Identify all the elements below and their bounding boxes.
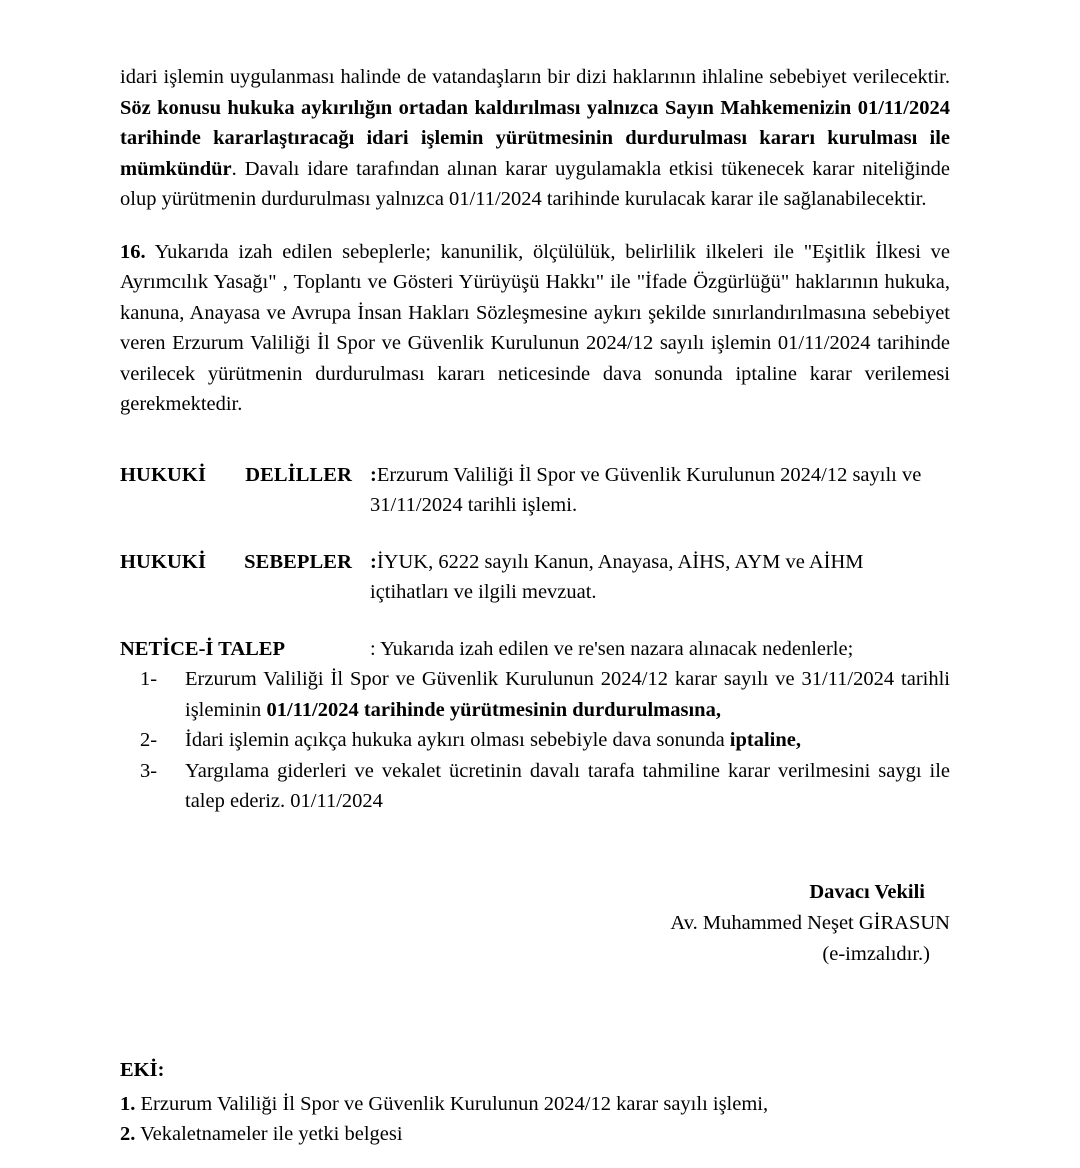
attachment-number: 2. <box>120 1122 136 1145</box>
paragraph-15-run-normal-2: . Davalı idare tarafından alınan karar uygulamakla etkisi tükenecek karar niteliğinde olup yürütmenin durdurulması yalnızca 01/11/2024 tarihinde kurulacak karar ile sağlanabilecektir. <box>120 157 950 210</box>
section-netice-i-talep <box>120 634 950 665</box>
signature-role: Davacı Vekili <box>809 880 925 903</box>
netice-i-talep-intro: Yukarıda izah edilen ve re'sen nazara alınacak nedenlerle; <box>380 637 854 660</box>
spacer <box>120 608 950 634</box>
signature-name: Av. Muhammed Neşet GİRASUN <box>670 911 950 934</box>
list-item-marker: 1- <box>140 668 158 690</box>
spacer <box>120 442 950 460</box>
paragraph-16-text: Yukarıda izah edilen sebeplerle; kanunilik, ölçülülük, belirlilik ilkeleri ile "Eşitlik İlkesi ve Ayrımcılık Yasağı" , Toplantı ve Gösteri Yürüyüşü Hakkı" ile "İfade Özgürlüğü" haklarının hukuka, kanuna, Anayasa ve Avrupa İnsan Hakları Sözleşmesine aykırı şekilde sınırlandırılmasına sebebiyet veren Erzurum Valiliği İl Spor ve Güvenlik Kurulunun 2024/12 sayılı işlemin 01/11/2024 tarihinde verilecek yürütmenin durdurulması kararı neticesinde dava sonunda iptaline karar verilemesi gerekmektedir. <box>120 240 950 415</box>
attachment-item <box>120 1119 950 1149</box>
signature-note: (e-imzalıdır.) <box>822 942 930 965</box>
paragraph-16-number: 16. <box>120 240 146 263</box>
list-item-text: Erzurum Valiliği İl Spor ve Güvenlik Kurulunun 2024/12 karar sayılı ve 31/11/2024 tarihli işleminin <box>185 668 950 721</box>
hukuki-deliller-label: HUKUKİ DELİLLER <box>120 463 352 486</box>
section-hukuki-deliller <box>120 460 950 521</box>
list-item-text-bold: 01/11/2024 tarihinde yürütmesinin durdurulmasına, <box>266 698 721 721</box>
attachment-item <box>120 1089 950 1119</box>
section-hukuki-sebepler <box>120 547 950 608</box>
hukuki-sebepler-value-line-1: İYUK, 6222 sayılı Kanun, Anayasa, AİHS, AYM ve AİHM <box>376 550 864 573</box>
list-item-marker: 2- <box>140 729 158 751</box>
hukuki-deliller-colon: : <box>370 463 377 486</box>
list-item-text-bold: iptaline, <box>729 729 801 751</box>
request-list <box>120 664 950 817</box>
hukuki-sebepler-value-line-2: içtihatları ve ilgili mevzuat. <box>370 581 597 603</box>
spacer <box>120 521 950 547</box>
paragraph-16 <box>120 237 950 420</box>
paragraph-15-run-normal-1: idari işlemin uygulanması halinde de vatandaşların bir dizi haklarının ihlaline sebebiyet verilecektir. <box>120 66 950 88</box>
attachment-text: Erzurum Valiliği İl Spor ve Güvenlik Kurulunun 2024/12 karar sayılı işlemi, <box>135 1092 769 1115</box>
netice-i-talep-colon: : <box>370 637 376 660</box>
attachments-block <box>120 1055 950 1149</box>
list-item-text: Yargılama giderleri ve vekalet ücretinin davalı tarafa tahmiline karar verilmesini saygı ile talep ederiz. 01/11/2024 <box>185 759 950 812</box>
hukuki-deliller-value-line-2: 31/11/2024 tarihli işlemi. <box>370 494 578 516</box>
document-body <box>120 62 950 1149</box>
netice-i-talep-label: NETİCE-İ TALEP <box>120 637 285 660</box>
attachments-title: EKİ: <box>120 1058 165 1081</box>
attachment-text: Vekaletnameler ile yetki belgesi <box>135 1122 403 1145</box>
hukuki-deliller-value-line-1: Erzurum Valiliği İl Spor ve Güvenlik Kurulunun 2024/12 sayılı ve <box>376 463 922 486</box>
list-item <box>140 756 950 817</box>
attachment-number: 1. <box>120 1092 136 1115</box>
signature-block <box>120 877 950 970</box>
list-item <box>140 664 950 725</box>
paragraph-15-run-bold: Söz konusu hukuka aykırılığın ortadan kaldırılması yalnızca Sayın Mahkemenizin 01/11/2024 tarihinde kararlaştıracağı idari işlemin yürütmesinin durdurulması kararı kurulması ile mümkündür <box>120 96 950 180</box>
list-item-marker: 3- <box>140 759 158 782</box>
list-item <box>140 725 950 756</box>
hukuki-sebepler-label: HUKUKİ SEBEPLER <box>120 550 352 573</box>
hukuki-sebepler-colon: : <box>370 550 377 573</box>
paragraph-15 <box>120 62 950 215</box>
list-item-text: İdari işlemin açıkça hukuka aykırı olması sebebiyle dava sonunda <box>185 729 730 751</box>
